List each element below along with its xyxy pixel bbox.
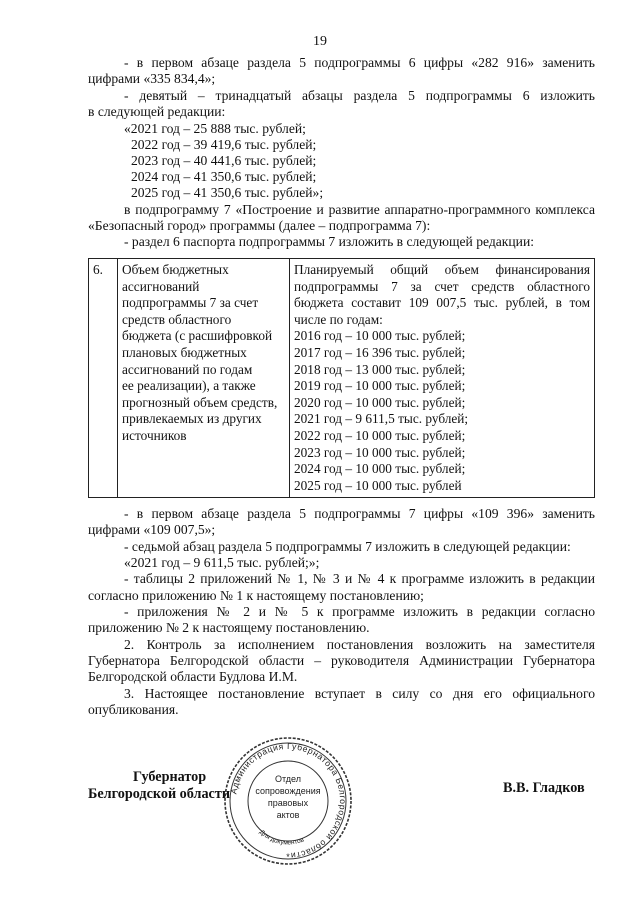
paragraph-line: 3. Настоящее постановление вступает в силу со дня его официального xyxy=(124,686,595,701)
row-number-cell xyxy=(89,259,118,498)
stamp-center-line: сопровождения xyxy=(255,786,321,796)
year-line: 2025 год – 41 350,6 тыс. рублей»; xyxy=(131,185,324,200)
label-line: подпрограммы 7 за счет xyxy=(122,295,259,311)
paragraph-line: Белгородской области Будлова И.М. xyxy=(88,669,298,684)
value-cell xyxy=(290,259,595,498)
value-line: числе по годам: xyxy=(294,311,383,327)
year-value-line: 2020 год – 10 000 тыс. рублей; xyxy=(294,394,466,410)
label-line: средств областного xyxy=(122,311,232,327)
year-value-line: 2025 год – 10 000 тыс. рублей xyxy=(294,477,462,493)
year-value-line: 2022 год – 10 000 тыс. рублей; xyxy=(294,427,466,443)
stamp-center-line: Отдел xyxy=(274,774,302,784)
passport-table xyxy=(88,258,595,498)
year-value-line: 2017 год – 16 396 тыс. рублей; xyxy=(294,344,466,360)
label-line: ее реализации), а также xyxy=(122,378,256,394)
paragraph-line: - девятый – тринадцатый абзацы раздела 5 подпрограммы 6 изложить xyxy=(124,88,595,103)
label-cell xyxy=(118,259,290,498)
paragraph-line: - в первом абзаце раздела 5 подпрограммы 7 цифры «109 396» заменить xyxy=(124,506,595,521)
paragraph-line: в подпрограмму 7 «Построение и развитие аппаратно-программного комплекса xyxy=(124,202,595,217)
year-line: 2024 год – 41 350,6 тыс. рублей; xyxy=(131,169,317,184)
label-line: ассигнований по годам xyxy=(122,361,253,377)
page-number: 19 xyxy=(313,34,327,49)
stamp-ring-text: Администрация Губернатора Белгородской области xyxy=(228,740,349,861)
paragraph-line: - седьмой абзац раздела 5 подпрограммы 7 изложить в следующей редакции: xyxy=(124,539,571,554)
paragraph-line: в следующей редакции: xyxy=(88,104,226,119)
stamp-center-line: правовых xyxy=(267,798,309,808)
paragraph-line: - приложения № 2 и № 5 к программе изложить в редакции согласно xyxy=(124,604,595,619)
label-line: привлекаемых из других xyxy=(122,411,262,427)
table-row xyxy=(89,259,595,498)
year-line: «2021 год – 25 888 тыс. рублей; xyxy=(124,121,306,136)
year-value-line: 2023 год – 10 000 тыс. рублей; xyxy=(294,444,466,460)
row-number: 6. xyxy=(93,262,103,277)
label-line: прогнозный объем средств, xyxy=(122,394,278,410)
paragraph-line: опубликования. xyxy=(88,702,179,717)
paragraph-line: приложению № 2 к настоящему постановлению. xyxy=(88,620,370,635)
year-value-line: 2024 год – 10 000 тыс. рублей; xyxy=(294,461,466,477)
year-line: 2023 год – 40 441,6 тыс. рублей; xyxy=(131,153,317,168)
label-line: Объем бюджетных xyxy=(122,262,229,277)
paragraph-line: «Безопасный город» программы (далее – подпрограмма 7): xyxy=(88,218,431,233)
year-value-line: 2021 год – 9 611,5 тыс. рублей; xyxy=(294,411,469,427)
paragraph-line: «2021 год – 9 611,5 тыс. рублей;»; xyxy=(124,555,320,570)
paragraph-line: - в первом абзаце раздела 5 подпрограммы 6 цифры «282 916» заменить xyxy=(124,55,595,70)
label-line: ассигнований xyxy=(122,278,200,294)
stamp-star-icon: * xyxy=(286,852,290,862)
year-value-line: 2018 год – 13 000 тыс. рублей; xyxy=(294,361,466,377)
paragraph-line: цифрами «109 007,5»; xyxy=(88,522,216,537)
paragraph-line: согласно приложению № 1 к настоящему постановлению; xyxy=(88,588,424,603)
paragraph-line: - таблицы 2 приложений № 1, № 3 и № 4 к программе изложить в редакции xyxy=(124,571,595,586)
year-line: 2022 год – 39 419,6 тыс. рублей; xyxy=(131,137,317,152)
value-line: бюджета составит 109 007,5 тыс. рублей, в том xyxy=(294,295,590,311)
stamp-bottom-text: Для документов xyxy=(257,828,306,847)
paragraph-line: цифрами «335 834,4»; xyxy=(88,71,216,86)
label-line: источников xyxy=(122,427,187,443)
paragraph-line: 2. Контроль за исполнением постановления возложить на заместителя xyxy=(124,637,595,652)
signatory-title: Губернатор xyxy=(133,769,207,785)
value-line: подпрограммы 7 за счет средств областного xyxy=(294,278,590,294)
label-line: плановых бюджетных xyxy=(122,344,247,360)
stamp-graphic xyxy=(222,735,354,867)
label-line: бюджета (с расшифровкой xyxy=(122,328,273,344)
year-value-line: 2019 год – 10 000 тыс. рублей; xyxy=(294,378,466,394)
paragraph-line: - раздел 6 паспорта подпрограммы 7 изложить в следующей редакции: xyxy=(124,234,535,249)
year-value-line: 2016 год – 10 000 тыс. рублей; xyxy=(294,328,466,344)
value-line: Планируемый общий объем финансирования xyxy=(294,262,590,277)
signatory-title: Белгородской области xyxy=(88,786,230,802)
signatory-name: В.В. Гладков xyxy=(503,780,585,796)
paragraph-line: Губернатора Белгородской области – руководителя Администрации Губернатора xyxy=(88,653,595,668)
stamp-center-line: актов xyxy=(276,810,300,820)
official-stamp xyxy=(222,735,354,867)
